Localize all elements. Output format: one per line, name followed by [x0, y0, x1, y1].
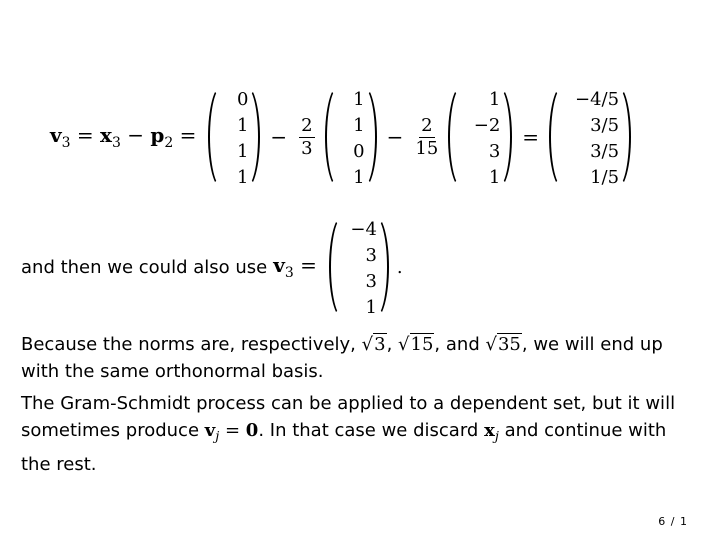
- sqrt-15: √15: [398, 334, 434, 355]
- vector-c: 1 −2 3 1: [444, 85, 516, 189]
- equation2-lhs: $v_3$ =: [273, 253, 317, 281]
- sqrt-3: √3: [361, 334, 386, 355]
- minus-sign: −: [270, 125, 288, 149]
- minus-sign: −: [386, 125, 404, 149]
- vector-result: −4/5 3/5 3/5 1/5: [545, 85, 635, 189]
- fraction-coef2: $\frac{2}{15}$: [415, 114, 439, 159]
- equation-v3-alternative: and then we could also use $v_3$ = −4 3 3 1 .: [21, 215, 403, 319]
- fraction-coef1: $\frac{2}{3}$: [301, 114, 313, 159]
- vector-x3: 0 1 1 1: [204, 85, 264, 189]
- equals-sign: =: [522, 125, 540, 149]
- equation-lhs: $v_3 = x_3 - p_2$ =: [50, 123, 197, 151]
- sqrt-35: √35: [485, 334, 521, 355]
- paragraph-gram-schmidt: The Gram-Schmidt process can be applied to a dependent set, but it will sometimes produce $v_j = 0$. In that case we discard $x_j$ and continue with the rest.: [21, 393, 676, 475]
- equation-v3-expansion: [50, 85, 635, 189]
- vector-b: 1 1 0 1: [321, 85, 381, 189]
- vector-alternative: −4 3 3 1: [325, 215, 393, 319]
- equation2-text: and then we could also use: [21, 256, 268, 278]
- paragraph-norms: Because the norms are, respectively, √3, √15, and √35, we will end up with the same orthonormal basis.: [21, 334, 663, 382]
- page-number: 6 / 1: [658, 515, 688, 528]
